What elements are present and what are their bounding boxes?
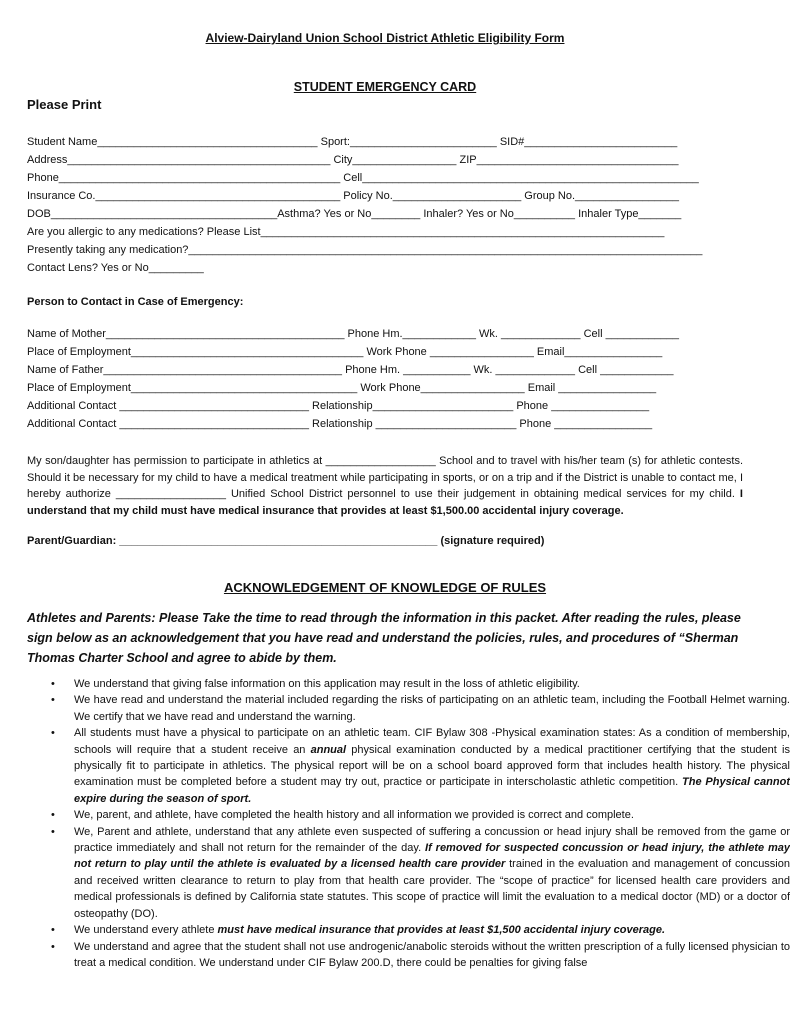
dob-line[interactable]: DOB_____________________________________Asthma? Yes or No________ Inhaler? Yes or No__________ Inhaler Type_______ xyxy=(27,208,682,220)
phone-line[interactable]: Phone______________________________________________ Cell_______________________________________________________ xyxy=(27,172,699,184)
please-print-label: Please Print xyxy=(27,97,102,112)
list-item: • We, Parent and athlete, understand that any athlete even suspected of suffering a concussion or head injury shall be removed from the game or practice immediately and shall not return for the remainder of the day. If removed for suspected concussion or head injury, the athlete may not return to play until the athlete is evaluated by a licensed health care provider trained in the evaluation and management of concussion and received written clearance to return to play from that health care provider. The “scope of practice” for licensed health care providers and medical professionals is defined by California state statutes. This scope of practice will limit the evaluation to a medical doctor (MD) or a doctor of osteopathy (DO). xyxy=(51,825,790,920)
list-item: • We have read and understand the material included regarding the risks of participating on an athletic team, including the Football Helmet warning. We certify that we have read and understand the warning. xyxy=(51,694,790,723)
emergency-heading: Person to Contact in Case of Emergency: xyxy=(27,296,244,308)
acknowledgement-intro: Athletes and Parents: Please Take the time to read through the information in this packet. After reading the rules, please sign below as an acknowledgement that you have read and understand the policies, rules, and procedures of “Sherman Thomas Charter School and agree to abide by them. xyxy=(27,611,741,665)
list-item: • We understand that giving false information on this application may result in the loss of athletic eligibility. xyxy=(51,678,580,690)
list-item: • We understand every athlete must have medical insurance that provides at least $1,500 accidental injury coverage. xyxy=(51,924,666,937)
father-line[interactable]: Name of Father_______________________________________ Phone Hm. ___________ Wk. _____________ Cell ____________ xyxy=(27,364,674,376)
card-title: STUDENT EMERGENCY CARD xyxy=(293,80,477,94)
contact-lens-line[interactable]: Contact Lens? Yes or No_________ xyxy=(27,262,204,274)
address-line[interactable]: Address___________________________________________ City_________________ ZIP_________________________________ xyxy=(27,154,679,166)
list-item: • All students must have a physical to participate on an athletic team. CIF Bylaw 308 -Physical examination states: As a condition of membership, schools will require that a student receive an annual physical examination conducted by a medical practitioner certifying that the student is physically fit to participate in athletics. The physical report will be on a school board approved form that includes health history. The physical examination must be completed before a student may try out, practice or participate in interscholastic athletic competition. The Physical cannot expire during the season of sport. xyxy=(51,727,790,805)
father-employment-line[interactable]: Place of Employment_____________________________________ Work Phone_________________ Email ________________ xyxy=(27,382,657,394)
acknowledgement-title: ACKNOWLEDGEMENT OF KNOWLEDGE OF RULES xyxy=(223,580,547,595)
insurance-statement: I understand that my child must have medical insurance that provides at least $1,500.00 accidental injury coverage. xyxy=(27,488,743,517)
rules-list xyxy=(27,676,790,971)
mother-line[interactable]: Name of Mother_______________________________________ Phone Hm.____________ Wk. _____________ Cell ____________ xyxy=(27,328,680,340)
insurance-line[interactable]: Insurance Co.________________________________________ Policy No._____________________ Group No._________________ xyxy=(27,190,680,202)
permission-paragraph xyxy=(27,453,743,519)
list-item: • We, parent, and athlete, have completed the health history and all information we provided is correct and complete. xyxy=(51,809,634,822)
list-item: • We understand and agree that the student shall not use androgenic/anabolic steroids without the written prescription of a fully licensed physician to treat a medical condition. We understand under CIF Bylaw 200.D, there could be penalties for giving false xyxy=(51,940,790,969)
student-name-line[interactable]: Student Name____________________________________ Sport:________________________ SID#_________________________ xyxy=(27,136,678,148)
medication-line[interactable]: Presently taking any medication?____________________________________________________________________________________ xyxy=(27,244,703,256)
mother-employment-line[interactable]: Place of Employment______________________________________ Work Phone _________________ Email________________ xyxy=(27,346,663,358)
additional-contact-line-2[interactable]: Additional Contact _______________________________ Relationship _______________________ Phone ________________ xyxy=(27,418,653,430)
allergy-line[interactable]: Are you allergic to any medications? Please List__________________________________________________________________ xyxy=(27,226,665,238)
form-title: Alview-Dairyland Union School District Athletic Eligibility Form xyxy=(205,31,565,45)
parent-signature-line[interactable]: Parent/Guardian: ____________________________________________________ (signature required) xyxy=(27,535,545,547)
permission-text: My son/daughter has permission to participate in athletics at __________________ School and to travel with his/her team (s) for athletic contests. Should it be necessary for my child to have a medical treatment while participating in sports, or on a trip and if the District is unable to contact me, I hereby authorize __________________ Unified School District personnel to use their judgement in obtaining medical services for my child. xyxy=(27,455,743,500)
additional-contact-line-1[interactable]: Additional Contact _______________________________ Relationship_______________________ Phone ________________ xyxy=(27,400,650,412)
